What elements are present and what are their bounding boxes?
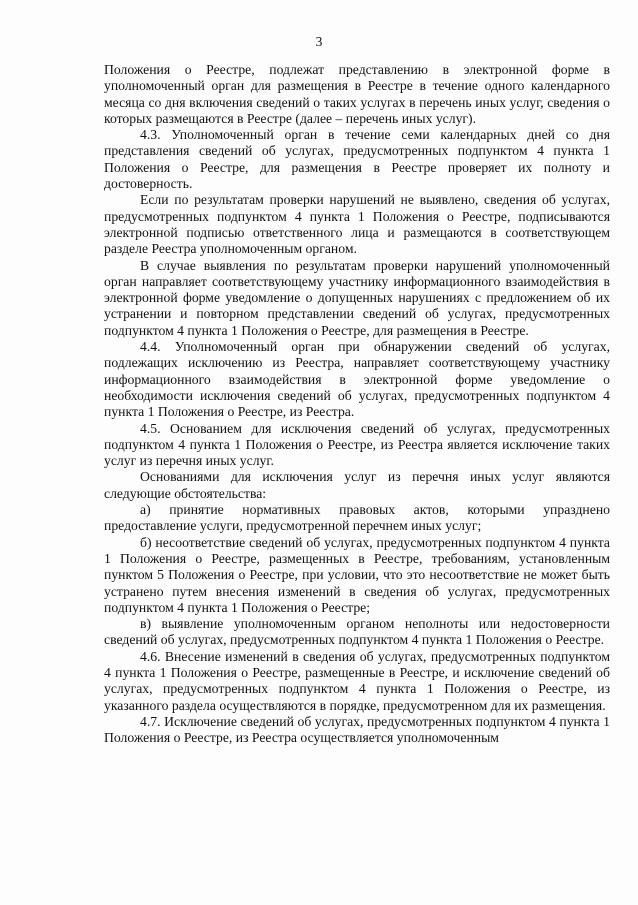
paragraph-4-7: 4.7. Исключение сведений об услугах, предусмотренных подпунктом 4 пункта 1 Положения о Реестре, из Реестра осуществляется уполномоченным (104, 713, 610, 746)
paragraph-4-4: 4.4. Уполномоченный орган при обнаружении сведений об услугах, подлежащих исключению из Реестра, направляет соответствующему участнику информационного взаимодействия в электронной форме уведомление о необходимости исключения сведений об услугах, предусмотренных подпунктом 4 пункта 1 Положения о Реестре, из Реестра. (104, 339, 610, 420)
paragraph-violations: В случае выявления по результатам проверки нарушений уполномоченный орган направляет соответствующему участнику информационного взаимодействия в электронной форме уведомление о допущенных нарушениях с предложением об их устранении и повторном представлении сведений об услугах, предусмотренных подпунктом 4 пункта 1 Положения о Реестре, для размещения в Реестре. (104, 257, 610, 338)
paragraph-4-3: 4.3. Уполномоченный орган в течение семи календарных дней со дня представления сведений об услугах, предусмотренных подпунктом 4 пункта 1 Положения о Реестре, для размещения в Реестре проверяет их полноту и достоверность. (104, 127, 610, 192)
paragraph-item-a: а) принятие нормативных правовых актов, которыми упразднено предоставление услуги, предусмотренной перечнем иных услуг; (104, 502, 610, 534)
document-body (104, 62, 610, 746)
page-number: 3 (315, 34, 323, 49)
paragraph-item-b: б) несоответствие сведений об услугах, предусмотренных подпунктом 4 пункта 1 Положения о Реестре, размещенных в Реестре, требованиям, установленным пунктом 5 Положения о Реестре, при условии, что это несоответствие не может быть устранено путем внесения изменений в сведения об услугах, предусмотренных подпунктом 4 пункта 1 Положения о Реестре; (104, 534, 610, 615)
paragraph-4-5: 4.5. Основанием для исключения сведений об услугах, предусмотренных подпунктом 4 пункта 1 Положения о Реестре, из Реестра является исключение таких услуг из перечня иных услуг. (104, 420, 610, 469)
paragraph-grounds: Основаниями для исключения услуг из перечня иных услуг являются следующие обстоятельства: (104, 469, 610, 501)
paragraph-item-v: в) выявление уполномоченным органом неполноты или недостоверности сведений об услугах, предусмотренных подпунктом 4 пункта 1 Положения о Реестре. (104, 616, 610, 648)
paragraph-4-6: 4.6. Внесение изменений в сведения об услугах, предусмотренных подпунктом 4 пункта 1 Положения о Реестре, размещенные в Реестре, и исключение сведений об услугах, предусмотренных подпунктом 4 пункта 1 Положения о Реестре, из указанного раздела осуществляются в порядке, предусмотренном для их размещения. (104, 648, 610, 713)
paragraph-no-violations: Если по результатам проверки нарушений не выявлено, сведения об услугах, предусмотренных подпунктом 4 пункта 1 Положения о Реестре, подписываются электронной подписью ответственного лица и размещаются в соответствующем разделе Реестра уполномоченным органом. (104, 192, 610, 257)
paragraph-continuation: Положения о Реестре, подлежат представлению в электронной форме в уполномоченный орган для размещения в Реестре в течение одного календарного месяца со дня включения сведений о таких услугах в перечень иных услуг, сведения о которых размещаются в Реестре (далее – перечень иных услуг). (104, 62, 610, 126)
